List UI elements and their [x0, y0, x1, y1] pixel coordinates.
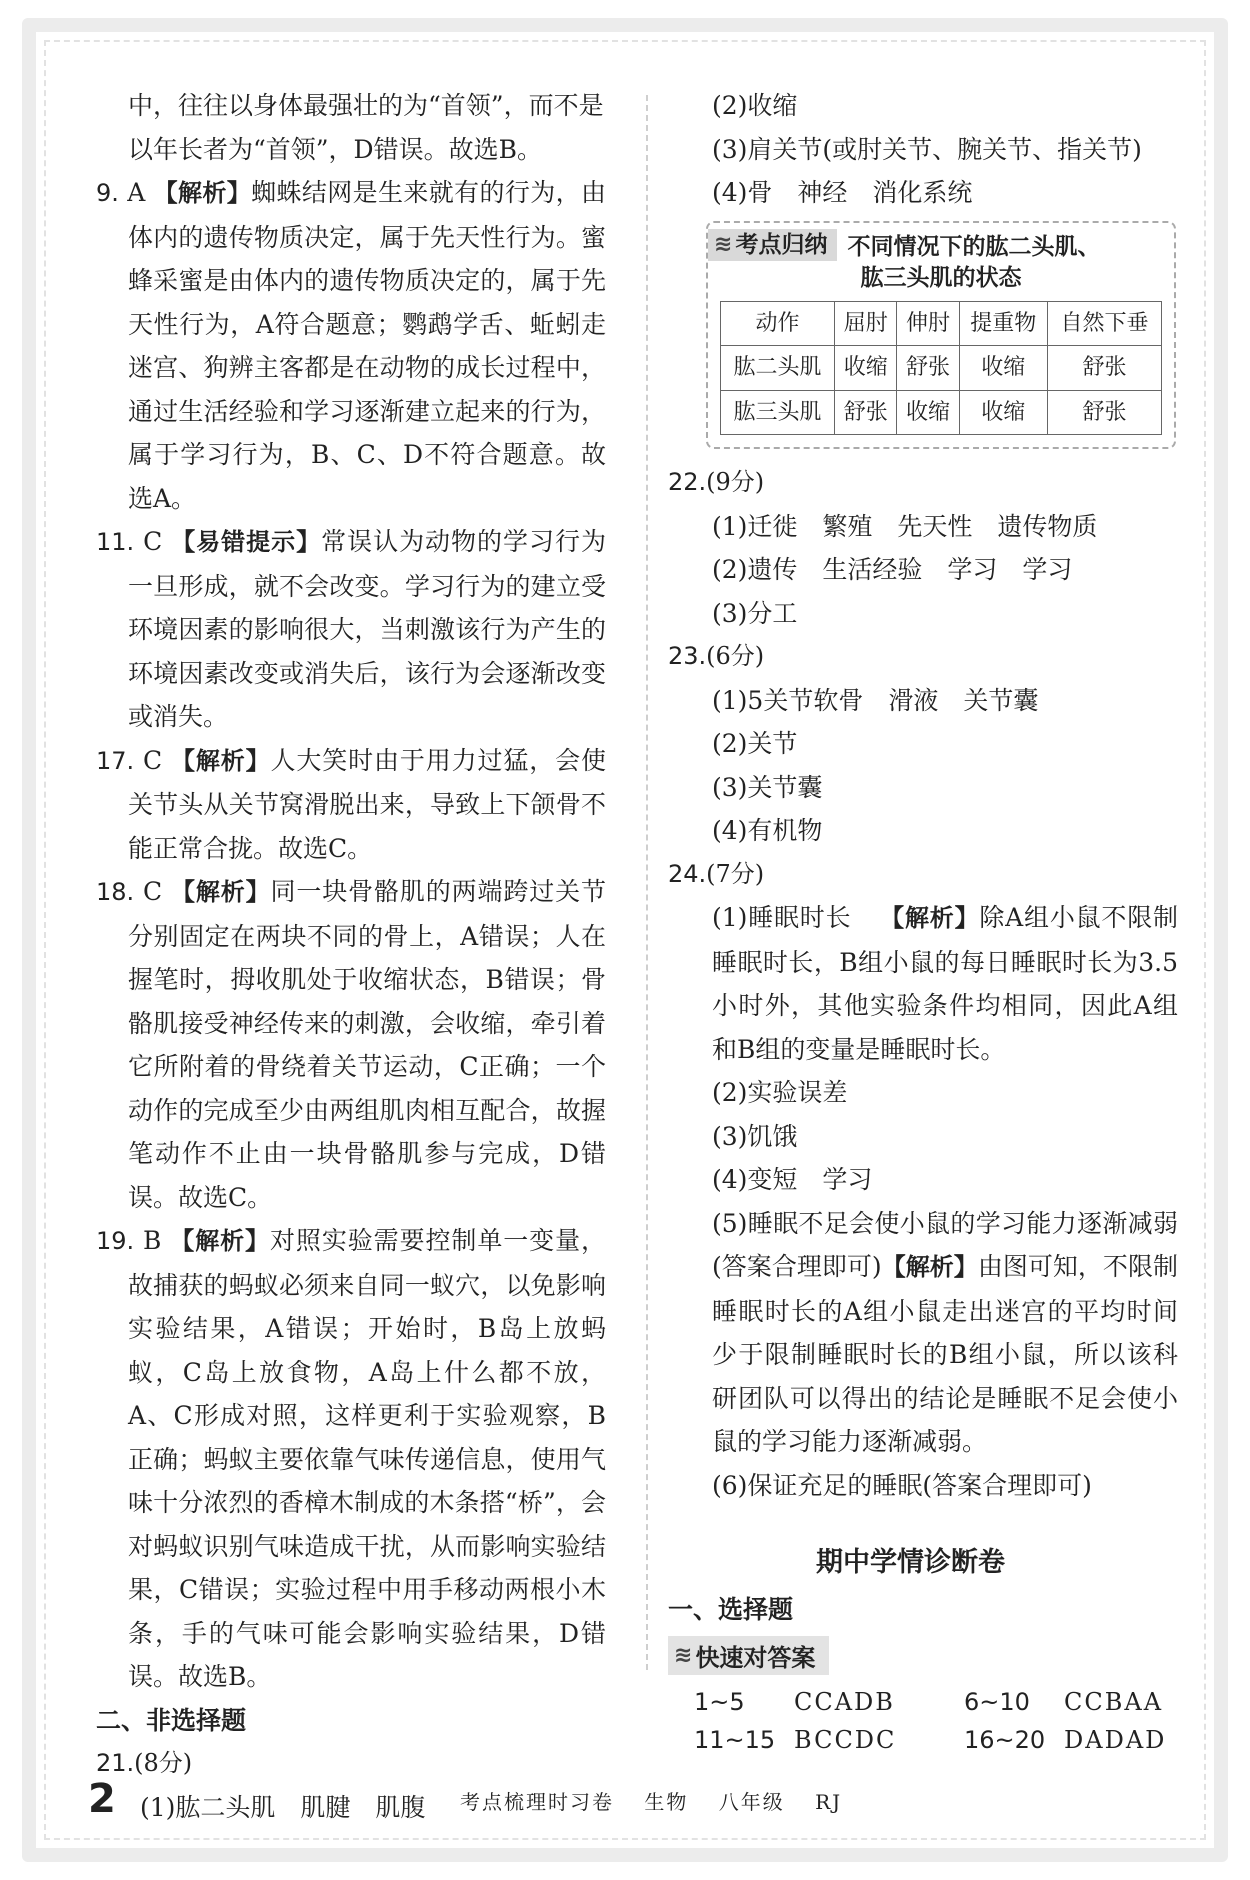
section-heading-choice: 一、选择题	[668, 1595, 794, 1624]
intro-line-2: 以年长者为“首领”，D错误。故选B。	[128, 134, 542, 164]
table-cell: 肱三头肌	[721, 390, 835, 435]
answer-24-4: (4)变短 学习	[712, 1165, 873, 1194]
table-header-cell: 自然下垂	[1047, 301, 1161, 346]
answer-23-2: (2)关节	[712, 729, 798, 758]
exam-title: 期中学情诊断卷	[816, 1547, 1005, 1578]
table-cell: 收缩	[959, 390, 1047, 435]
table-cell: 收缩	[835, 346, 897, 391]
answer-24-6: (6)保证充足的睡眠(答案合理即可)	[712, 1470, 1092, 1500]
answer-range: 11~15	[694, 1726, 776, 1754]
table-header-cell: 动作	[721, 301, 835, 346]
table-row	[721, 390, 1162, 435]
question-21-head: 21.(8分)	[96, 1749, 193, 1777]
answer-21-2: (2)收缩	[712, 91, 798, 120]
table-header-row	[721, 301, 1162, 346]
answer-19: 19. B 【解析】对照实验需要控制单一变量，故捕获的蚂蚁必须来自同一蚁穴，以免影响实验结果，A错误；开始时，B岛上放蚂蚁，C岛上放食物，A岛上什么都不放，A、C形成对照，这样更利于实验观察，B正确；蚂蚁主要依靠气味传递信息，使用气味十分浓烈的香樟木制成的木条搭“桥”，会对蚂蚁识别气味造成干扰，从而影响实验结果，C错误；实验过程中用手移动两根小木条，手的气味可能会影响实验结果，D错误。故选B。	[96, 1226, 607, 1691]
answer-key: CCADB	[794, 1688, 895, 1716]
summary-title-row	[714, 231, 1162, 263]
question-22-head: 22.(9分)	[668, 468, 765, 496]
footer-book: 考点梳理时习卷	[460, 1790, 614, 1814]
footer-subject: 生物	[644, 1790, 689, 1814]
answer-21-3: (3)肩关节(或肘关节、腕关节、指关节)	[712, 134, 1142, 164]
question-23-head: 23.(6分)	[668, 642, 765, 670]
answer-24-1: (1)睡眠时长 【解析】除A组小鼠不限制睡眠时长，B组小鼠的每日睡眠时长为3.5小时外，其他实验条件均相同，因此A组和B组的变量是睡眠时长。	[712, 903, 1178, 1064]
footer-grade: 八年级	[718, 1790, 785, 1814]
intro-line-1: 中，往往以身体最强壮的为“首领”，而不是	[128, 91, 604, 120]
wave-icon: ≋	[714, 231, 730, 257]
answer-9: 9. A 【解析】蜘蛛结网是生来就有的行为，由体内的遗传物质决定，属于先天性行为。蜜蜂采蜜是由体内的遗传物质决定的，属于先天性行为，A符合题意；鹦鹉学舌、蚯蚓走迷宫、狗辨主客都是在动物的成长过程中，通过生活经验和学习逐渐建立起来的行为，属于学习行为，B、C、D不符合题意。故选A。	[96, 178, 606, 513]
answer-range: 6~10	[964, 1688, 1030, 1716]
answer-24-5: (5)睡眠不足会使小鼠的学习能力逐渐减弱(答案合理即可)【解析】由图可知，不限制睡眠时长的A组小鼠走出迷宫的平均时间少于限制睡眠时长的B组小鼠，所以该科研团队可以得出的结论是睡眠不足会使小鼠的学习能力逐渐减弱。	[712, 1208, 1178, 1456]
answer-range: 1~5	[694, 1688, 745, 1716]
table-cell: 舒张	[835, 390, 897, 435]
answer-23-4: (4)有机物	[712, 816, 823, 845]
answer-23-3: (3)关节囊	[712, 772, 823, 802]
table-cell: 肱二头肌	[721, 346, 835, 391]
summary-box	[706, 221, 1176, 450]
table-cell: 舒张	[1047, 346, 1161, 391]
answer-key: DADAD	[1064, 1726, 1167, 1754]
table-cell: 舒张	[897, 346, 959, 391]
right-column	[668, 84, 1178, 1507]
quick-answer-box	[668, 1636, 1176, 1759]
quick-answer-header: ≋ 快速对答案	[668, 1636, 829, 1675]
answer-17: 17. C 【解析】人大笑时由于用力过猛，会使关节头从关节窝滑脱出来，导致上下颌骨不能正常合拢。故选C。	[96, 745, 606, 863]
page-number: 2	[88, 1776, 116, 1822]
section-heading-nonchoice: 二、非选择题	[96, 1705, 247, 1735]
table-header-cell: 屈肘	[835, 301, 897, 346]
table-header-cell: 提重物	[959, 301, 1047, 346]
table-cell: 收缩	[897, 390, 959, 435]
answer-22-3: (3)分工	[712, 598, 798, 628]
summary-title: 不同情况下的肱二头肌、	[847, 233, 1101, 260]
answer-22-2: (2)遗传 生活经验 学习 学习	[712, 555, 1073, 584]
wave-icon: ≋	[674, 1643, 690, 1668]
summary-badge: ≋ 考点归纳	[708, 229, 837, 261]
answer-key: CCBAA	[1064, 1688, 1164, 1716]
muscle-state-table	[720, 301, 1162, 436]
answer-24-2: (2)实验误差	[712, 1078, 848, 1107]
page-footer	[460, 1786, 864, 1815]
answer-21-4: (4)骨 神经 消化系统	[712, 178, 973, 207]
answer-22-1: (1)迁徙 繁殖 先天性 遗传物质	[712, 511, 1098, 541]
question-24-head: 24.(7分)	[668, 859, 765, 888]
answer-11: 11. C 【易错提示】常误认为动物的学习行为一旦形成，就不会改变。学习行为的建立受环境因素的影响很大，当刺激该行为产生的环境因素改变或消失后，该行为会逐渐改变或消失。	[96, 527, 606, 731]
left-column	[96, 84, 606, 1829]
summary-subtitle: 肱三头肌的状态	[860, 264, 1022, 291]
answer-21-1: (1)肱二头肌 肌腱 肌腹	[140, 1792, 426, 1822]
answer-key: BCCDC	[794, 1726, 897, 1754]
footer-edition: RJ	[815, 1790, 843, 1814]
table-row	[721, 346, 1162, 391]
table-header-cell: 伸肘	[897, 301, 959, 346]
quick-answer-grid	[668, 1675, 1176, 1759]
column-divider	[646, 95, 648, 1670]
table-cell: 舒张	[1047, 390, 1161, 435]
answer-24-3: (3)饥饿	[712, 1121, 798, 1151]
answer-range: 16~20	[964, 1726, 1046, 1754]
table-cell: 收缩	[959, 346, 1047, 391]
answer-23-1: (1)5关节软骨 滑液 关节囊	[712, 685, 1039, 715]
answer-18: 18. C 【解析】同一块骨骼肌的两端跨过关节分别固定在两块不同的骨上，A错误；人在握笔时，拇收肌处于收缩状态，B错误；骨骼肌接受神经传来的刺激，会收缩，牵引着它所附着的骨绕着关节运动，C正确；一个动作的完成至少由两组肌肉相互配合，故握笔动作不止由一块骨骼肌参与完成，D错误。故选C。	[96, 877, 606, 1212]
